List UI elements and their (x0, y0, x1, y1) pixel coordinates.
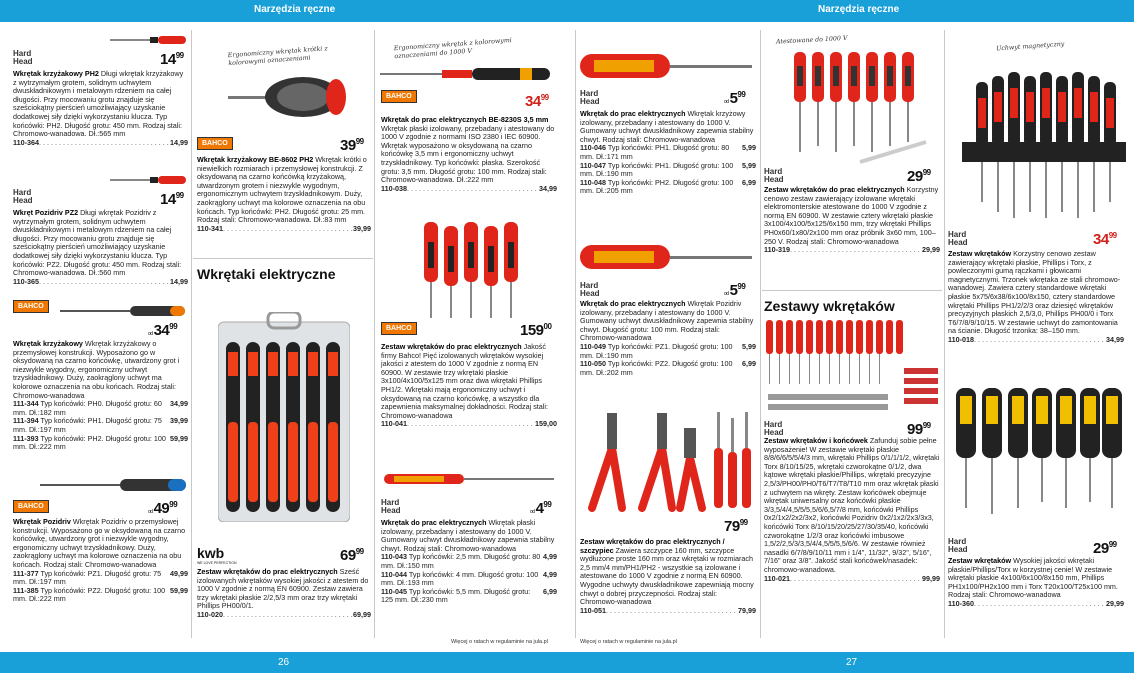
product-desc: Wkrętak krzyżakowy o przemysłowej konstrukcji. Wyposażono go w oksydowaną na czarno końcówkę, utwardzony grot i niezwykle wygodny, ergonomiczny uchwyt trzyskładnikowy. Duży, zaokrąglony uchwyt ma kolorowe oznaczenia na obu końcach. Rodzaj stali: Chromowo-wanadowa (13, 339, 180, 400)
product-row: 111-393 Typ końcówki: PH2. Długość grotu: 100 mm. Dł.:222 mm 59,99 (13, 433, 188, 452)
price-tag: $34^{99}$ (525, 93, 549, 110)
product-desc: Długi wkrętak krzyżakowy z wytrzymałym grotem, solidnym uchwytem dwuskładnikowym i metalowym rdzeniem na całej długości. Przy mocowaniu grotu znajduje się sześciokątny pierścień umożliwiający uzyskanie dodatkowej siły dzięki wykorzystaniu klucza. Typ końcówki: PH2. Długość grotu: 450 mm. Rodzaj stali: Chromowo-wanadowa. Dł.:565 mm (13, 69, 184, 139)
product-card (764, 437, 940, 583)
product-row: 110-360 . . . 29,99 (948, 600, 1124, 609)
product-card (381, 116, 557, 193)
hard-head-logo: Hard Head (580, 89, 600, 106)
price-tag: $29^{99}$ (907, 168, 931, 185)
product-desc: Korzystny cenowo zestaw zawierający wkrętaki płaskie, Phillips i Torx, z powleczonymi gumą rączkami i głowicami magnetycznymi. Trzonek wkrętaka ze stali chromowo-wanadowej. Zawiera cztery standardowe wkrętaki płaskie 5x75/6x38/6x100/8x150, cztery standardowe wkrętaki Phillips PH1/2/2/3 oraz dziesięć wkrętaków precyzyjnych płaskich 2,5/3,0, Phillips PH00/0 i Torx T6/7/8/9/10/15. W zestawie uchwyt do zamontowania na ścianie. Długość trzonka: 38–150 mm. (948, 249, 1121, 336)
product-row: 110-319 . . . 29,99 (764, 246, 940, 255)
price-tag: $29^{99}$ (1093, 540, 1117, 557)
price-tag: $14^{99}$ (160, 191, 184, 208)
product-title: Wkrętak Pozidriv (13, 517, 71, 526)
product-card (13, 340, 188, 452)
price-tag: $79^{99}$ (724, 518, 748, 535)
section-heading: Wkrętaki elektryczne (197, 266, 336, 282)
product-card (580, 300, 756, 377)
bahco-logo: BAHCO (381, 322, 417, 335)
screwdriver-icon (110, 34, 188, 46)
product-card (580, 538, 756, 615)
bahco-logo: BAHCO (197, 137, 233, 150)
product-row: 110-044 Typ końcówki: 4 mm. Długość grotu: 100 mm. Dł.:193 mm 4,99 (381, 569, 557, 588)
hard-head-logo: Hard Head (948, 230, 968, 247)
screwdriver-icon (60, 305, 188, 317)
product-row: 110-364 . . . 14,99 (13, 139, 188, 148)
handwritten-note: Uchwyt magnetyczny (995, 40, 1065, 53)
bahco-logo: BAHCO (381, 90, 417, 103)
product-card (580, 110, 756, 196)
screwdriver-icon (384, 470, 556, 488)
price-tag: $od49^{99}$ (148, 500, 178, 517)
screwdriver-icon (580, 243, 754, 271)
product-row: 110-051 . . . 79,99 (580, 607, 756, 616)
product-title: Wkręt Pozidriv PZ2 (13, 208, 79, 217)
price-tag: $14^{99}$ (160, 51, 184, 68)
footer-note-2: Więcej o ratach w regulaminie na jula.pl (580, 639, 677, 645)
product-desc: Zafunduj sobie pełne wyposażenie! W zestawie wkrętaki płaskie 8/8/6/6/5/5/4/3 mm, wkrętaki Phillips 0/1/1/1/2, wkrętaki Torx 8/10/15/25, wkrętaki czworokątne 0/1/2, dwa kątowe wkrętaki płaskie/Phillips, wkrętaki precyzyjne 2,5/3/PH00/PH0/T6/T7/T8/T10 mm oraz wkrętak płaski z uchwytem na wkręty. Zestaw końcówek obejmuje wkrętak uniwersalny oraz końcówki płaskie 3/3,5/4/4,5/5/5,5/6/6,5/7/8 mm, końcówki Phillips 0x2/1x2/2x2/3x2, końcówki Pozidriv 0x2/1x2/2x3/3x3, końcówki Torx 8/10/15/20/25/27/30/35/40, końcówki czworokątne 1/2/3 oraz końcówki imbusowe 1,5/2/2,5/3/3,5/4/4,5/5/5,5/6/6. W zestawie również nasadki 6/7/8/9/10/11 mm i 1/4", 11/32", 9/32", 5/16", 7/16" oraz 3/8". Jakość stali końcówek/nasadek: chromowo-wanadowa. (764, 436, 940, 574)
hard-head-logo: Hard Head (13, 49, 33, 66)
product-title: Wkrętak krzyżakowy PH2 (13, 69, 99, 78)
product-title: Wkrętak do prac elektrycznych (580, 299, 686, 308)
product-title: Zestaw wkrętaków (948, 556, 1012, 565)
screwdriver-set-image (420, 222, 520, 322)
handwritten-note: Atestowane do 1000 V (775, 34, 848, 46)
price-tag: $od34^{99}$ (148, 322, 178, 339)
product-row: 111-385 Typ końcówki: PZ2. Długość grotu: 100 mm. Dł.:222 mm 59,99 (13, 585, 188, 604)
product-title: Zestaw wkrętaków do prac elektrycznych (764, 185, 905, 194)
screwdriver-set-image (954, 386, 1124, 516)
hard-head-logo: Hard Head (764, 420, 784, 437)
product-row: 110-046 Typ końcówki: PH1. Długość grotu: 80 mm. Dł.:171 mm 5,99 (580, 143, 756, 161)
product-row: 110-049 Typ końcówki: PZ1. Długość grotu: 100 mm. Dł.:190 mm 5,99 (580, 341, 756, 360)
price-tag: $159^{00}$ (520, 322, 552, 339)
screwdriver-icon (580, 52, 754, 80)
product-card (381, 343, 557, 429)
stubby-screwdriver-icon (228, 74, 348, 124)
product-title: Wkrętak krzyżakowy BE-8602 PH2 (197, 155, 314, 164)
page-number-left: 26 (278, 657, 290, 668)
product-title: Zestaw wkrętaków do prac elektrycznych / szczypiec (580, 537, 725, 555)
section-heading: Zestawy wkrętaków (764, 298, 895, 314)
product-row: 110-048 Typ końcówki: PH2. Długość grotu: 100 mm. Dł.:205 mm 6,99 (580, 177, 756, 196)
product-row: 110-018 . . . 34,99 (948, 336, 1124, 345)
product-row: 110-038 . . . 34,99 (381, 185, 557, 194)
screwdriver-set-case (218, 312, 350, 522)
product-row: 110-045 Typ końcówki: 5,5 mm. Długość grotu: 125 mm. Dł.:230 mm 6,99 (381, 586, 557, 605)
bahco-logo: BAHCO (13, 300, 49, 313)
product-row: 111-377 Typ końcówki: PZ1. Długość grotu: 75 mm. Dł.:197 mm 49,99 (13, 568, 188, 587)
product-card (948, 557, 1124, 609)
handwritten-note: Ergonomiczny wkrętak z kolorowymi oznaczeniami do 1000 V (393, 37, 513, 61)
hard-head-logo: Hard Head (13, 188, 33, 205)
product-desc: Sześć izolowanych wkrętaków wysokiej jakości z atestem do 1000 V zgodnie z normą EN 60900. Zestaw zawiera trzy wkrętaki płaskie 2/2,5/3 mm oraz trzy wkrętaki Phillips PH00/0/1. (197, 567, 369, 611)
product-desc: Wkrętak Pozidriv o przemysłowej konstrukcji. Wyposażono go w oksydowaną na czarno końcówkę, utwardzony grot i niezwykle wygodny, ergonomiczny uchwyt trzyskładnikowy. Duży, zaokrąglony uchwyt ma kolorowe oznaczenia na obu końcach. Rodzaj stali: Chromowo-wanadowa (13, 517, 186, 569)
product-desc: Wkrętak Pozidriv izolowany, przebadany i atestowany do 1000 V. Gumowany uchwyt dwuskładnikowy zapewnia stabilny chwyt. Długość grotu: 100 mm. Rodzaj stali: Chromowo-wanadowa (580, 299, 754, 343)
bottom-bar (0, 652, 1134, 673)
product-card (13, 209, 188, 286)
product-title: Wkrętak do prac elektrycznych (381, 518, 487, 527)
wall-rack-screwdriver-set-image (958, 62, 1130, 222)
product-row: 110-021 . . . 99,99 (764, 575, 940, 584)
kwb-logo: kwb WE LOVE PERFECTION (197, 545, 237, 565)
top-bar (0, 0, 1134, 22)
product-desc: Wkrętak płaski izolowany, przebadany i atestowany do 1000 V zgodnie z normami ISO 2380 i IEC 60900. Wkrętak wyposażono w oksydowaną na czarno końcówkę 3,5 mm i ergonomiczny uchwyt trzyskładnikowy. Typ końcówki: płaska. Szerokość grotu: 3,5 mm. Długość grotu: 100 mm. Rodzaj stali: Chromowo-wanadowa. Dł.:222 mm (381, 123, 555, 185)
product-card (13, 518, 188, 604)
price-tag: $34^{99}$ (1093, 231, 1117, 248)
product-row: 110-041 . . . 159,00 (381, 420, 557, 429)
header-right-title: Narzędzia ręczne (818, 4, 900, 15)
product-row: 110-043 Typ końcówki: 2,5 mm. Długość grotu: 80 mm. Dł.:150 mm 4,99 (381, 552, 557, 570)
product-card (197, 568, 371, 620)
product-desc: Korzystny cenowo zestaw zawierający izolowane wkrętaki elektromonterskie atestowane do 1000 V zgodnie z normą EN 60900. W zestawie cztery wkrętaki płaskie 3x100/4x100/5x125/6x150 mm, trzy wkrętaki Phillips PH0x60/1x80/2x100 mm oraz próbnik 3x60 mm, 100–250 V. Rodzaj stali: Chromowo-wanadowa (764, 185, 939, 246)
product-row: 110-047 Typ końcówki: PH1. Długość grotu: 100 mm. Dł.:190 mm 5,99 (580, 160, 756, 179)
screwdriver-set-image (790, 52, 930, 164)
price-tag: $od5^{99}$ (724, 282, 746, 299)
product-title: Zestaw wkrętaków (948, 249, 1012, 258)
product-desc: Wkrętak krzyżowy izolowany, przebadany i atestowany do 1000 V. Gumowany uchwyt dwuskładnikowy zapewnia stabilny chwyt. Rodzaj stali: Chromowo-wanadowa (580, 109, 754, 144)
price-tag: $69^{99}$ (340, 547, 364, 564)
price-tag: $od5^{99}$ (724, 90, 746, 107)
product-title: Wkrętak krzyżakowy (13, 339, 83, 348)
footer-note-1: Więcej o ratach w regulaminie na jula.pl (451, 639, 548, 645)
product-row: 110-341 . . . 39,99 (197, 225, 371, 234)
price-tag: $99^{99}$ (907, 421, 931, 438)
product-card (13, 70, 188, 147)
product-row: 110-020 . . . 69,99 (197, 611, 371, 620)
product-desc: Długi wkrętak Pozidriv z wytrzymałym grotem, solidnym uchwytem dwuskładnikowym i metalowym rdzeniem na całej długości. Przy mocowaniu grotu znajduje się sześciokątny pierścień umożliwiający uzyskanie dodatkowej siły dzięki wykorzystaniu klucza. Typ końcówki: PZ2. Długość grotu: 450 mm. Rodzaj stali: Chromowo-wanadowa. Dł.:560 mm (13, 208, 182, 278)
price-tag: $od4^{99}$ (530, 500, 552, 517)
product-row: 111-344 Typ końcówki: PH0. Długość grotu: 60 mm. Dł.:182 mm 34,99 (13, 399, 188, 417)
product-desc: Wkrętak płaski izolowany, przebadany i atestowany do 1000 V. Gumowany uchwyt dwuskładnikowy zapewnia stabilny chwyt. Rodzaj stali: Chromowo-wanadowa (381, 518, 555, 553)
bahco-logo: BAHCO (13, 500, 49, 513)
product-card (197, 156, 371, 233)
header-left-title: Narzędzia ręczne (254, 4, 336, 15)
product-desc: Wkrętak krótki o niewielkich rozmiarach i przemysłowej konstrukcji. Z oksydowaną na czarno końcówką krzyżakową, utwardzonym grotem i niezwykle wygodnym, ergonomicznym uchwytem trzyskładnikowym. Duży, zaokrąglony uchwyt ma kolorowe oznaczenia na obu końcach. Typ końcówki: PH2. Długość grotu: 25 mm. Rodzaj stali: Chromowo-wanadowa. Dł.:83 mm (197, 155, 367, 225)
product-title: Zestaw wkrętaków i końcówek (764, 436, 868, 445)
hard-head-logo: Hard Head (381, 498, 401, 515)
product-row: 111-394 Typ końcówki: PH1. Długość grotu: 75 mm. Dł.:197 mm 39,99 (13, 416, 188, 434)
product-card (948, 250, 1124, 345)
screwdriver-icon (40, 478, 188, 492)
product-desc: Zawiera szczypce 160 mm, szczypce wydłużone proste 160 mm oraz wkrętaki w rozmiarach 2,5 mm/4 mm/PH1/PH2 - wszystkie są izolowane i atestowane do 1000 V zgodnie z normą EN 60900. Wygodne uchwyty dwuskładnikowe zapewniają mocny chwyt o dobrej przyczepności. Rodzaj stali: Chromowo-wanadowa (580, 545, 754, 607)
hard-head-logo: Hard Head (764, 167, 784, 184)
pliers-and-screwdrivers-image (582, 408, 754, 512)
hard-head-logo: Hard Head (948, 537, 968, 554)
screwdriver-icon (110, 174, 188, 186)
product-title: Wkrętak do prac elektrycznych (580, 109, 686, 118)
product-row: 110-365 . . . 14,99 (13, 278, 188, 287)
price-tag: $39^{99}$ (340, 137, 364, 154)
hard-head-logo: Hard Head (580, 281, 600, 298)
page-number-right: 27 (846, 657, 858, 668)
product-title: Wkrętak do prac elektrycznych BE-8230S 3,5 mm (381, 115, 549, 124)
screwdriver-icon (380, 66, 552, 82)
product-title: Zestaw wkrętaków do prac elektrycznych (381, 342, 522, 351)
product-desc: Wysokiej jakości wkrętaki płaskie/Phillips/Torx w korzystnej cenie! W zestawie wkrętaki płaskie 4x100/6x100/8x150 mm, Phillips PH1x100/PH2x100 mm i Torx T20x100/T25x100 mm. Rodzaj stali: Chromowo-wanadowa (948, 556, 1118, 600)
product-desc: Jakość firmy Bahco! Pięć izolowanych wkrętaków wysokiej jakości z atestem do 1000 V zgodnie z normą EN 60900. W zestawie trzy wkrętaki płaskie 3x100/4x100/5x125 mm oraz dwa wkrętaki Phillips PH1/2. Wkrętaki mają ergonomiczny uchwyt i oksydowaną na czarno końcówkę, a wszystko dla zapewnienia maksymalnej dokładności. Rodzaj stali: Chromowo-wanadowa (381, 342, 548, 420)
product-title: Zestaw wkrętaków do prac elektrycznych (197, 567, 338, 576)
handwritten-note: Ergonomiczny wkrętak krótki z kolorowymi oznaczeniami (227, 45, 328, 68)
product-row: 110-050 Typ końcówki: PZ2. Długość grotu: 100 mm. Dł.:202 mm 6,99 (580, 359, 756, 377)
screwdriver-and-bit-set-image (764, 318, 940, 418)
product-card (764, 186, 940, 255)
product-card (381, 519, 557, 605)
